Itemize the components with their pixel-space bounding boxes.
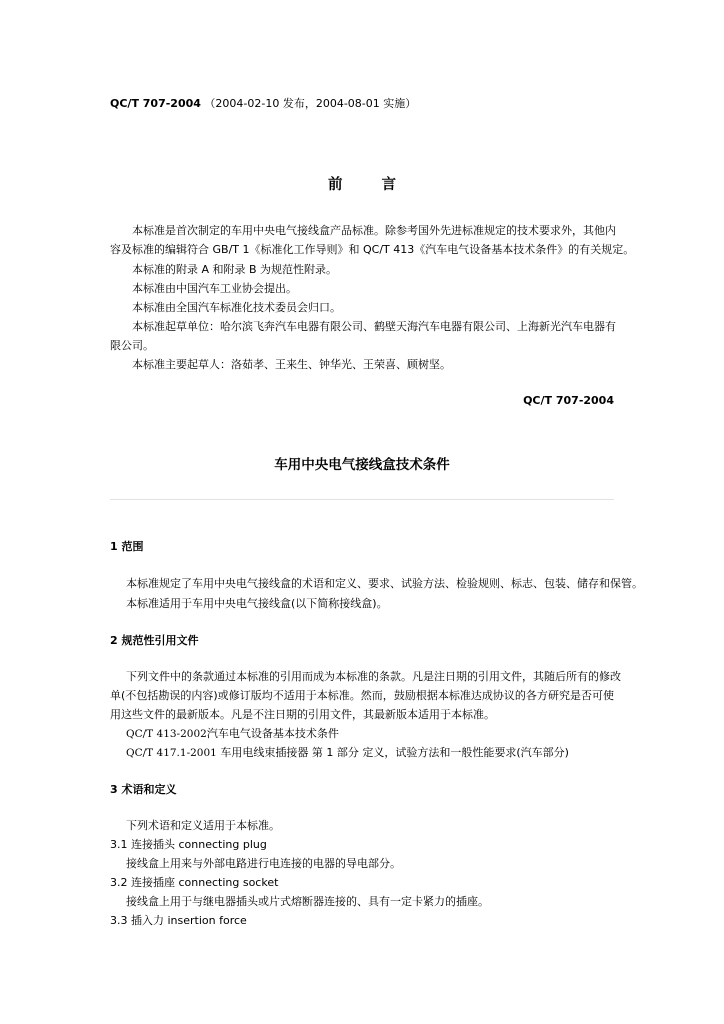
section-references-heading: 2 规范性引用文件	[110, 634, 199, 647]
reference-code: QC/T 417.1-2001	[126, 747, 217, 759]
reference-title: 车用电线束插接器 第 1 部分 定义，试验方法和一般性能要求(汽车部分)	[220, 746, 569, 759]
reference-title: 汽车电气设备基本技术条件	[206, 727, 339, 740]
preface-para1-line1: 本标准是首次制定的车用中央电气接线盒产品标准。除参考国外先进标准规定的技术要求外，其他内	[132, 224, 616, 237]
term-3-2: 3.2 连接插座 connecting socket	[110, 876, 279, 889]
standard-header	[110, 97, 416, 111]
references-line3: 用这些文件的最新版本。凡是不注日期的引用文件，其最新版本适用于本标准。	[110, 708, 495, 721]
running-standard-code: QC/T 707-2004	[523, 394, 614, 407]
preface-managed: 本标准由全国汽车标准化技术委员会归口。	[132, 301, 341, 314]
document-title: 车用中央电气接线盒技术条件	[274, 457, 450, 473]
preface-title: 前 言	[327, 177, 397, 193]
scope-line1: 本标准规定了车用中央电气接线盒的术语和定义、要求、试验方法、检验规则、标志、包装、储存和保管。	[126, 577, 643, 590]
section-terms-heading: 3 术语和定义	[110, 783, 177, 796]
term-3-2-definition: 接线盒上用于与继电器插头或片式熔断器连接的、具有一定卡紧力的插座。	[126, 895, 489, 908]
preface-drafting-units-line2: 限公司。	[110, 339, 154, 352]
term-3-1: 3.1 连接插头 connecting plug	[110, 838, 267, 851]
references-line1: 下列文件中的条款通过本标准的引用而成为本标准的条款。凡是注日期的引用文件，其随后所有的修改	[126, 670, 621, 683]
scope-line2: 本标准适用于车用中央电气接线盒(以下简称接线盒)。	[126, 597, 388, 610]
reference-item	[126, 746, 569, 760]
preface-appendix: 本标准的附录 A 和附录 B 为规范性附录。	[132, 263, 338, 276]
reference-code: QC/T 413-2002	[126, 728, 207, 740]
standard-dates: （2004-02-10 发布，2004-08-01 实施）	[204, 97, 417, 110]
reference-item	[126, 727, 339, 741]
preface-drafting-units-line1: 本标准起草单位：哈尔滨飞奔汽车电器有限公司、鹤壁天海汽车电器有限公司、上海新光汽车电器有	[132, 320, 616, 333]
preface-proposed: 本标准由中国汽车工业协会提出。	[132, 282, 297, 295]
references-line2: 单(不包括勘误的内容)或修订版均不适用于本标准。然而，鼓励根据本标准达成协议的各方研究是否可使	[110, 689, 614, 702]
title-divider	[110, 499, 614, 500]
preface-para1-line2: 容及标准的编辑符合 GB/T 1《标准化工作导则》和 QC/T 413《汽车电气设备基本技术条件》的有关规定。	[110, 243, 635, 256]
section-scope-heading: 1 范围	[110, 540, 144, 553]
terms-intro: 下列术语和定义适用于本标准。	[126, 819, 280, 832]
term-3-3: 3.3 插入力 insertion force	[110, 914, 247, 927]
term-3-1-definition: 接线盒上用来与外部电路进行电连接的电器的导电部分。	[126, 857, 401, 870]
standard-code: QC/T 707-2004	[110, 97, 201, 110]
preface-drafters: 本标准主要起草人：洛茹孝、王来生、钟华光、王荣喜、顾树坚。	[132, 358, 451, 371]
